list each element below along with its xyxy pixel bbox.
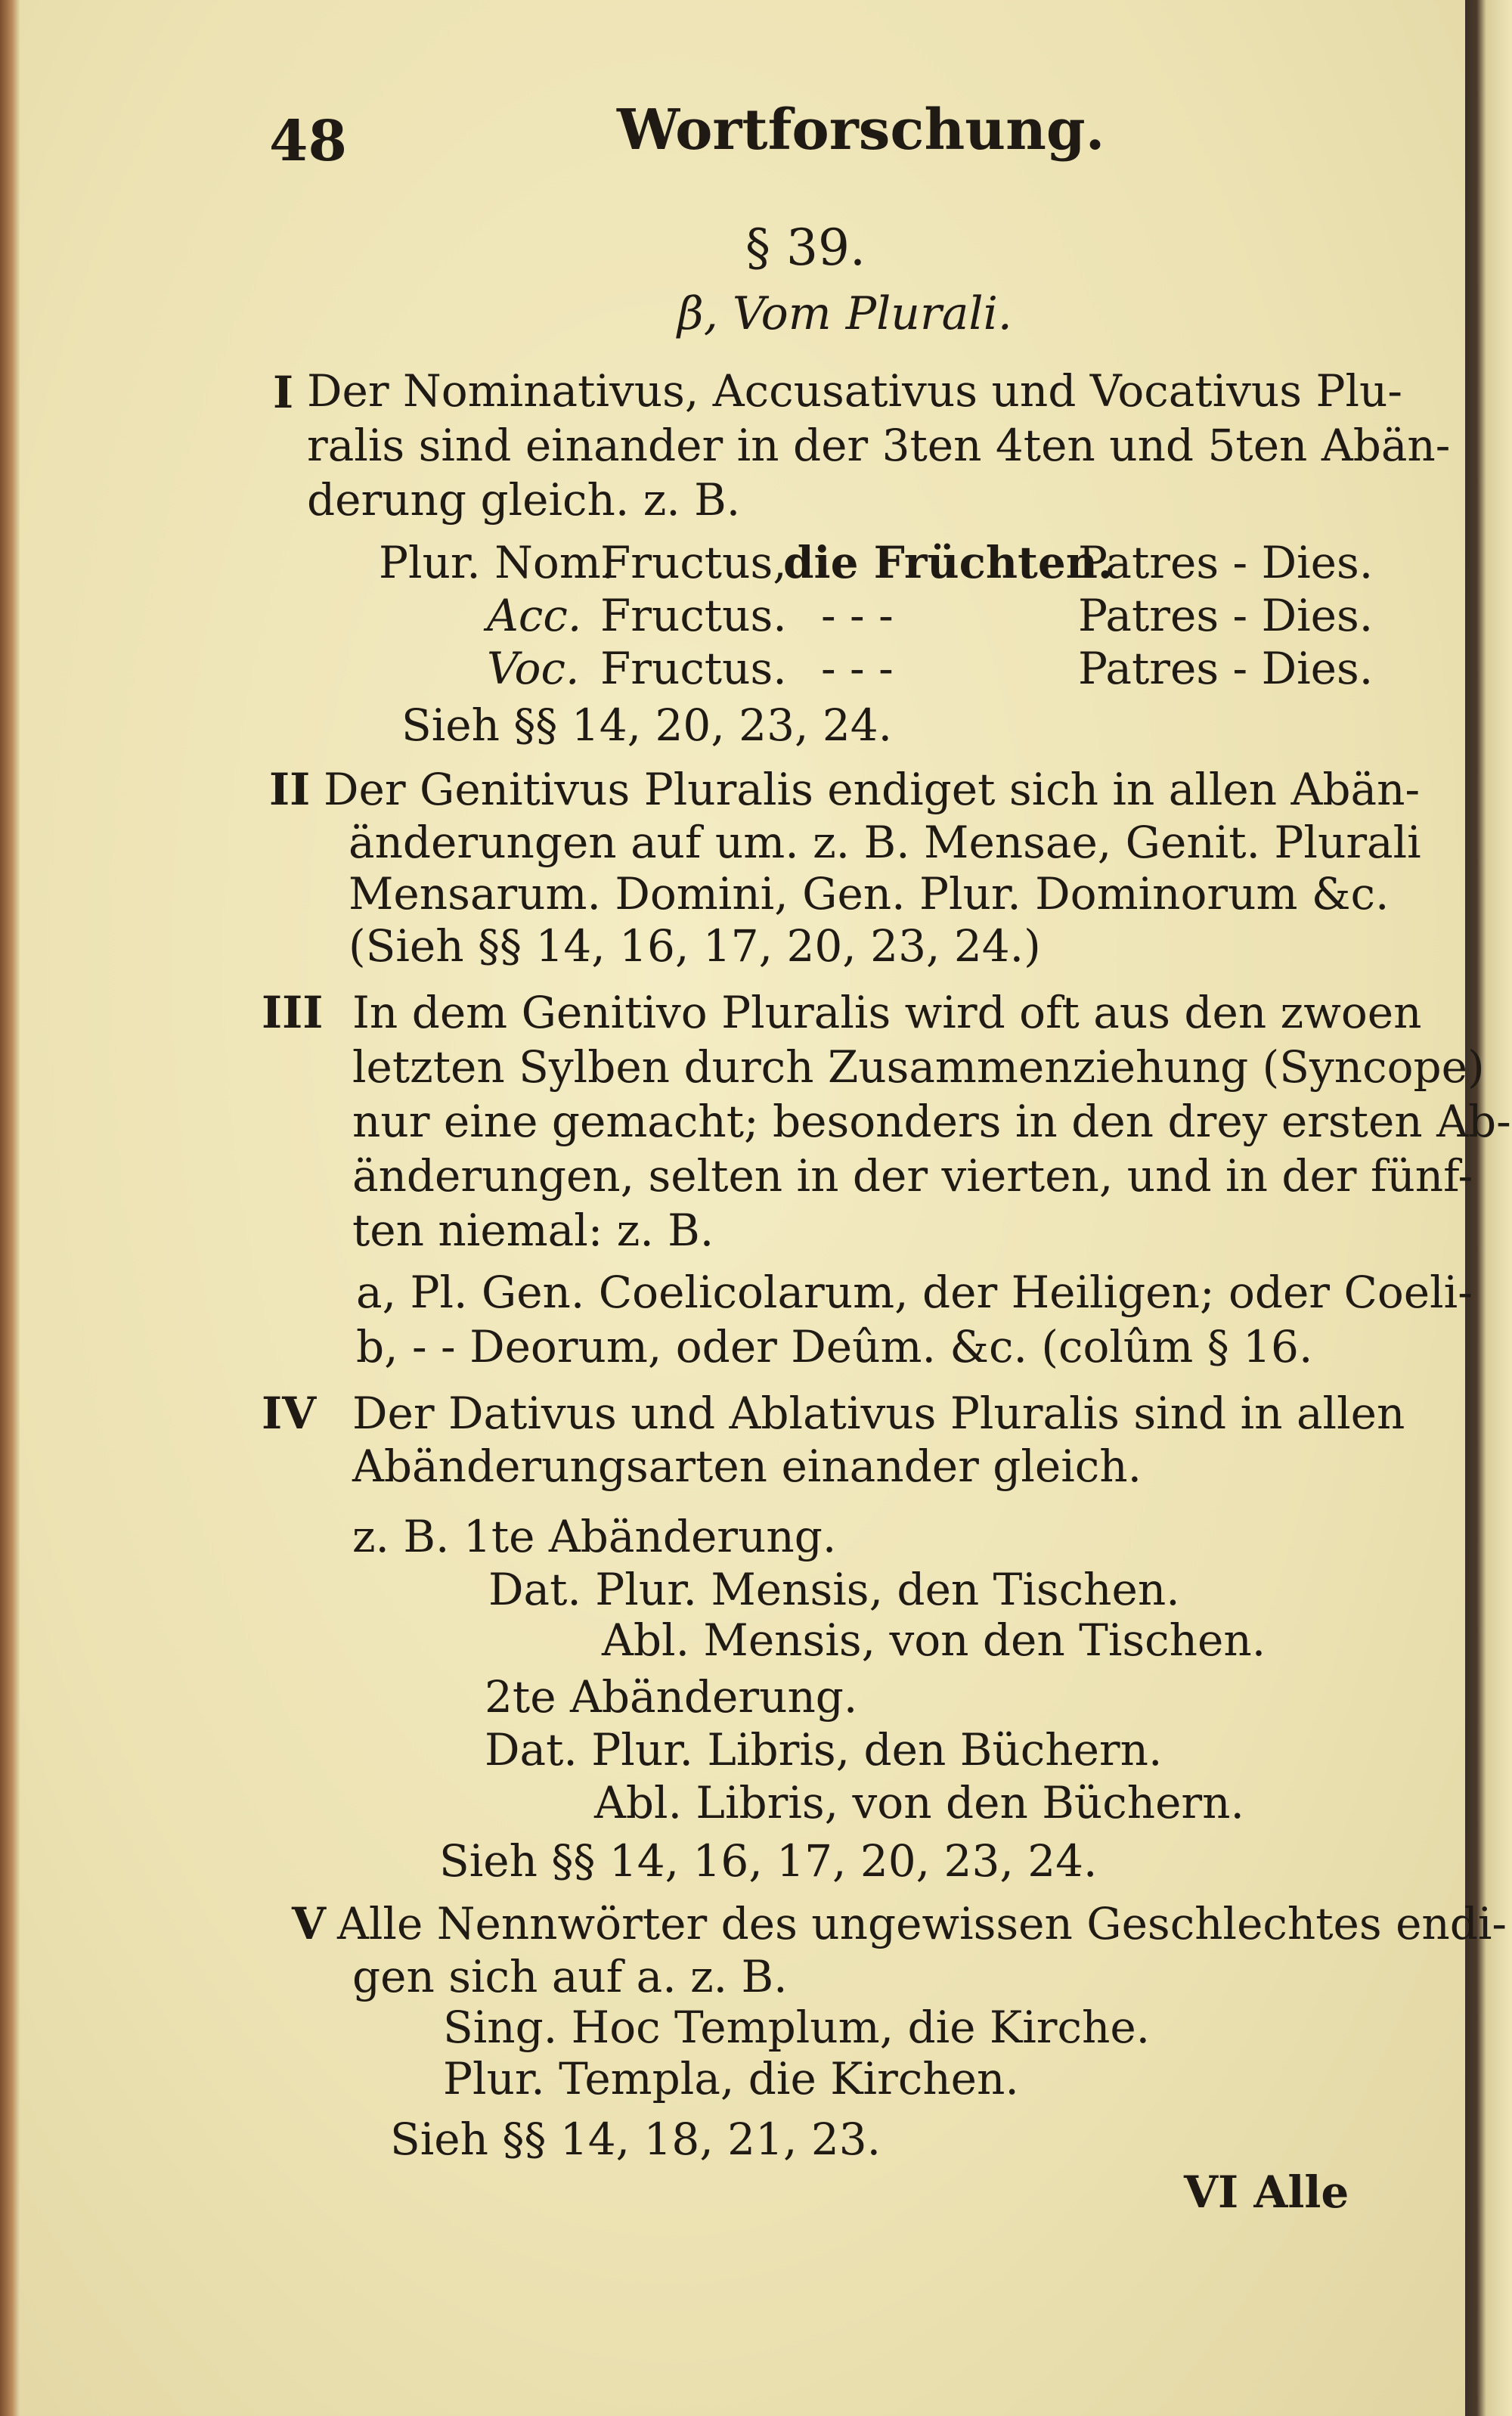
- table-row2-col3: Patres - Dies.: [1078, 590, 1374, 641]
- para-iv-example-2: Dat. Plur. Mensis, den Tischen.: [488, 1564, 1180, 1615]
- table-row3-label: Voc.: [487, 643, 580, 694]
- para-ii-line3: Mensarum. Domini, Gen. Plur. Dominorum &c.: [349, 868, 1390, 920]
- para-i-line1: Der Nominativus, Accusativus und Vocativus Plu-: [307, 365, 1403, 417]
- para-ii-line2: änderungen auf um. z. B. Mensae, Genit. Plurali: [349, 817, 1421, 868]
- numeral-ii: II: [269, 764, 311, 815]
- para-v-plur: Plur. Templa, die Kirchen.: [443, 2053, 1019, 2104]
- page-number: 48: [269, 109, 347, 174]
- table-row1-german: die Früchten.: [783, 537, 1114, 588]
- catchword: VI Alle: [1184, 2166, 1349, 2218]
- para-ii-line1: Der Genitivus Pluralis endiget sich in allen Abän-: [324, 764, 1421, 815]
- section-number: § 39.: [745, 219, 866, 277]
- para-iii-line1: In dem Genitivo Pluralis wird oft aus den zwoen: [352, 987, 1422, 1038]
- table-row1-latin: Fructus,: [600, 537, 787, 588]
- para-iii-line3: nur eine gemacht; besonders in den drey ersten Ab-: [352, 1096, 1511, 1147]
- table-row2-latin: Fructus.: [600, 590, 787, 641]
- para-iv-example-5: Dat. Plur. Libris, den Büchern.: [485, 1724, 1163, 1776]
- para-ii-line4: (Sieh §§ 14, 16, 17, 20, 23, 24.): [349, 920, 1041, 972]
- table-row3-latin: Fructus.: [600, 643, 787, 694]
- book-page: [20, 0, 1511, 2416]
- table-sieh: Sieh §§ 14, 20, 23, 24.: [401, 699, 893, 751]
- para-v-sieh: Sieh §§ 14, 18, 21, 23.: [390, 2114, 881, 2165]
- para-iv-example-1: z. B. 1te Abänderung.: [352, 1511, 837, 1562]
- para-iii-example-a: a, Pl. Gen. Coelicolarum, der Heiligen; oder Coeli-: [356, 1267, 1473, 1318]
- para-iv-sieh: Sieh §§ 14, 16, 17, 20, 23, 24.: [439, 1835, 1098, 1887]
- page-edge-left: [0, 0, 20, 2416]
- para-v-line2: gen sich auf a. z. B.: [352, 1951, 788, 2002]
- para-iii-example-b: b, - - Deorum, oder Deûm. &c. (colûm § 16.: [356, 1321, 1313, 1372]
- para-iv-line1: Der Dativus und Ablativus Pluralis sind in allen: [352, 1388, 1405, 1439]
- table-row2-label: Acc.: [487, 590, 582, 641]
- running-title: Wortforschung.: [617, 98, 1105, 163]
- para-iii-line4: änderungen, selten in der vierten, und in der fünf-: [352, 1150, 1473, 1202]
- section-subtitle: β, Vom Plurali.: [677, 287, 1012, 340]
- para-i-line2: ralis sind einander in der 3ten 4ten und 5ten Abän-: [307, 420, 1451, 471]
- para-v-sing: Sing. Hoc Templum, die Kirche.: [443, 2002, 1151, 2053]
- para-iv-example-4: 2te Abänderung.: [485, 1671, 858, 1723]
- para-i-line3: derung gleich. z. B.: [307, 474, 741, 526]
- para-v-line1: Alle Nennwörter des ungewissen Geschlechtes endi-: [337, 1898, 1507, 1949]
- numeral-iii: III: [262, 987, 324, 1038]
- para-iii-line2: letzten Sylben durch Zusammenziehung (Syncope): [352, 1041, 1485, 1093]
- numeral-i: I: [273, 367, 294, 418]
- para-iv-line2: Abänderungsarten einander gleich.: [352, 1441, 1142, 1492]
- numeral-v: V: [292, 1898, 327, 1949]
- table-row2-dashes: - - -: [821, 590, 894, 641]
- table-row3-dashes: - - -: [821, 643, 894, 694]
- page-edge-right: [1465, 0, 1512, 2416]
- para-iv-example-6: Abl. Libris, von den Büchern.: [594, 1777, 1244, 1828]
- table-row1-col3: Patres - Dies.: [1078, 537, 1374, 588]
- numeral-iv: IV: [262, 1388, 317, 1439]
- para-iii-line5: ten niemal: z. B.: [352, 1205, 714, 1256]
- table-row3-col3: Patres - Dies.: [1078, 643, 1374, 694]
- para-iv-example-3: Abl. Mensis, von den Tischen.: [602, 1614, 1266, 1666]
- table-row1-label: Plur. Nom.: [379, 537, 615, 588]
